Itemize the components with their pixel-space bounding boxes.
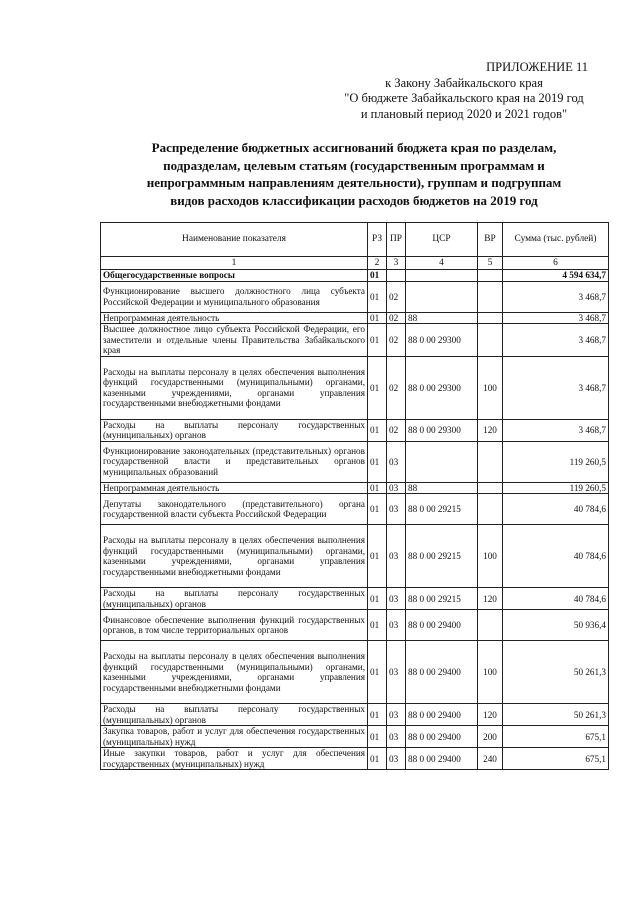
appendix-law-line: к Закону Забайкальского края bbox=[385, 75, 543, 90]
table-row bbox=[101, 281, 609, 312]
row-csr-cell: 88 0 00 29400 bbox=[406, 704, 478, 726]
row-sum-cell: 40 784,6 bbox=[503, 525, 609, 588]
header-row bbox=[101, 223, 609, 257]
row-sum-cell: 119 260,5 bbox=[503, 441, 609, 482]
row-vr-cell: 100 bbox=[478, 525, 503, 588]
row-pr-cell: 03 bbox=[387, 726, 406, 748]
table-row bbox=[101, 356, 609, 419]
row-rz-cell: 01 bbox=[368, 726, 387, 748]
row-csr-cell: 88 0 00 29400 bbox=[406, 726, 478, 748]
row-vr-cell bbox=[478, 312, 503, 324]
column-number: 6 bbox=[503, 257, 609, 270]
row-sum-cell: 3 468,7 bbox=[503, 312, 609, 324]
title-line-4: видов расходов классификации расходов бюджетов на 2019 год bbox=[170, 192, 538, 208]
row-vr-cell bbox=[478, 494, 503, 525]
row-sum-cell: 50 261,3 bbox=[503, 704, 609, 726]
appendix-law-title-line-1: "О бюджете Забайкальского края на 2019 год bbox=[344, 91, 584, 105]
table-row bbox=[101, 270, 609, 282]
row-vr-cell bbox=[478, 281, 503, 312]
row-sum-cell: 675,1 bbox=[503, 748, 609, 770]
row-name-cell: Расходы на выплаты персоналу в целях обеспечения выполнения функций государственными (муниципальными) органами, казенными учреждениями, органами управления государственными внебюджетными фондами bbox=[101, 356, 368, 419]
row-sum-cell: 3 468,7 bbox=[503, 281, 609, 312]
row-name-cell: Непрограммная деятельность bbox=[101, 482, 368, 494]
table-body bbox=[101, 270, 609, 770]
row-vr-cell: 100 bbox=[478, 641, 503, 704]
row-pr-cell: 03 bbox=[387, 641, 406, 704]
header-pr: ПР bbox=[387, 223, 406, 257]
column-number: 2 bbox=[368, 257, 387, 270]
column-number: 4 bbox=[406, 257, 478, 270]
row-csr-cell: 88 bbox=[406, 312, 478, 324]
appendix-law-title-line-2: и плановый период 2020 и 2021 годов" bbox=[360, 106, 568, 121]
row-rz-cell: 01 bbox=[368, 441, 387, 482]
row-pr-cell: 03 bbox=[387, 494, 406, 525]
row-rz-cell: 01 bbox=[368, 312, 387, 324]
row-csr-cell: 88 0 00 29400 bbox=[406, 641, 478, 704]
row-rz-cell: 01 bbox=[368, 324, 387, 357]
row-sum-cell: 50 261,3 bbox=[503, 641, 609, 704]
row-sum-cell: 675,1 bbox=[503, 726, 609, 748]
row-pr-cell: 02 bbox=[387, 281, 406, 312]
table-row bbox=[101, 312, 609, 324]
row-csr-cell bbox=[406, 281, 478, 312]
appendix-number: ПРИЛОЖЕНИЕ 11 bbox=[486, 60, 588, 74]
table-row bbox=[101, 525, 609, 588]
row-pr-cell: 02 bbox=[387, 324, 406, 357]
row-pr-cell: 03 bbox=[387, 482, 406, 494]
column-number-row bbox=[101, 257, 609, 270]
row-rz-cell: 01 bbox=[368, 610, 387, 641]
row-vr-cell: 100 bbox=[478, 356, 503, 419]
row-sum-cell: 3 468,7 bbox=[503, 356, 609, 419]
row-name-cell: Депутаты законодательного (представительного) органа государственной власти субъекта Российской Федерации bbox=[101, 494, 368, 525]
row-pr-cell: 03 bbox=[387, 441, 406, 482]
header-sum: Сумма (тыс. рублей) bbox=[503, 223, 609, 257]
column-number: 3 bbox=[387, 257, 406, 270]
row-rz-cell: 01 bbox=[368, 641, 387, 704]
document-title bbox=[100, 139, 608, 209]
row-rz-cell: 01 bbox=[368, 356, 387, 419]
table-row bbox=[101, 704, 609, 726]
row-pr-cell: 03 bbox=[387, 704, 406, 726]
row-sum-cell: 50 936,4 bbox=[503, 610, 609, 641]
row-name-cell: Закупка товаров, работ и услуг для обеспечения государственных (муниципальных) нужд bbox=[101, 726, 368, 748]
table-row bbox=[101, 441, 609, 482]
header-vr: ВР bbox=[478, 223, 503, 257]
row-vr-cell: 120 bbox=[478, 588, 503, 610]
row-csr-cell: 88 0 00 29215 bbox=[406, 494, 478, 525]
row-csr-cell: 88 0 00 29215 bbox=[406, 588, 478, 610]
row-vr-cell: 120 bbox=[478, 704, 503, 726]
table-row bbox=[101, 482, 609, 494]
table-row bbox=[101, 726, 609, 748]
row-vr-cell bbox=[478, 270, 503, 282]
row-name-cell: Общегосударственные вопросы bbox=[101, 270, 368, 282]
row-csr-cell: 88 0 00 29215 bbox=[406, 525, 478, 588]
row-name-cell: Функционирование законодательных (представительных) органов государственной власти и представительных органов муниципальных образований bbox=[101, 441, 368, 482]
row-rz-cell: 01 bbox=[368, 482, 387, 494]
row-sum-cell: 3 468,7 bbox=[503, 324, 609, 357]
row-pr-cell: 02 bbox=[387, 419, 406, 441]
row-name-cell: Расходы на выплаты персоналу государственных (муниципальных) органов bbox=[101, 419, 368, 441]
row-csr-cell: 88 0 00 29400 bbox=[406, 748, 478, 770]
row-pr-cell bbox=[387, 270, 406, 282]
row-name-cell: Расходы на выплаты персоналу государственных (муниципальных) органов bbox=[101, 588, 368, 610]
row-csr-cell: 88 0 00 29300 bbox=[406, 324, 478, 357]
row-csr-cell bbox=[406, 270, 478, 282]
row-vr-cell bbox=[478, 610, 503, 641]
row-vr-cell: 200 bbox=[478, 726, 503, 748]
row-name-cell: Функционирование высшего должностного лица субъекта Российской Федерации и муниципального образования bbox=[101, 281, 368, 312]
table-row bbox=[101, 494, 609, 525]
title-line-2: подразделам, целевым статьям (государственным программам и bbox=[163, 157, 545, 173]
row-rz-cell: 01 bbox=[368, 704, 387, 726]
table-row bbox=[101, 748, 609, 770]
row-pr-cell: 03 bbox=[387, 610, 406, 641]
budget-table bbox=[100, 222, 609, 770]
table-row bbox=[101, 419, 609, 441]
row-name-cell: Финансовое обеспечение выполнения функций государственных органов, в том числе территориальных органов bbox=[101, 610, 368, 641]
row-name-cell: Высшее должностное лицо субъекта Российской Федерации, его заместители и отдельные члены Правительства Забайкальского края bbox=[101, 324, 368, 357]
header-csr: ЦСР bbox=[406, 223, 478, 257]
row-vr-cell: 120 bbox=[478, 419, 503, 441]
header-name: Наименование показателя bbox=[101, 223, 368, 257]
row-pr-cell: 03 bbox=[387, 525, 406, 588]
row-pr-cell: 03 bbox=[387, 588, 406, 610]
row-csr-cell: 88 0 00 29400 bbox=[406, 610, 478, 641]
header-rz: РЗ bbox=[368, 223, 387, 257]
row-name-cell: Расходы на выплаты персоналу государственных (муниципальных) органов bbox=[101, 704, 368, 726]
row-csr-cell: 88 0 00 29300 bbox=[406, 356, 478, 419]
row-rz-cell: 01 bbox=[368, 281, 387, 312]
title-line-1: Распределение бюджетных ассигнований бюджета края по разделам, bbox=[151, 140, 557, 155]
row-sum-cell: 40 784,6 bbox=[503, 494, 609, 525]
row-sum-cell: 3 468,7 bbox=[503, 419, 609, 441]
column-number: 5 bbox=[478, 257, 503, 270]
row-pr-cell: 03 bbox=[387, 748, 406, 770]
row-sum-cell: 119 260,5 bbox=[503, 482, 609, 494]
table-row bbox=[101, 641, 609, 704]
row-name-cell: Непрограммная деятельность bbox=[101, 312, 368, 324]
row-vr-cell bbox=[478, 441, 503, 482]
row-csr-cell: 88 0 00 29300 bbox=[406, 419, 478, 441]
table-row bbox=[101, 610, 609, 641]
row-vr-cell bbox=[478, 482, 503, 494]
table-row bbox=[101, 324, 609, 357]
row-rz-cell: 01 bbox=[368, 588, 387, 610]
row-pr-cell: 02 bbox=[387, 356, 406, 419]
title-line-3: непрограммным направлениям деятельности), группам и подгруппам bbox=[146, 175, 562, 190]
row-rz-cell: 01 bbox=[368, 270, 387, 282]
row-csr-cell bbox=[406, 441, 478, 482]
column-number: 1 bbox=[101, 257, 368, 270]
row-pr-cell: 02 bbox=[387, 312, 406, 324]
row-sum-cell: 4 594 634,7 bbox=[503, 270, 609, 282]
row-rz-cell: 01 bbox=[368, 525, 387, 588]
table-row bbox=[101, 588, 609, 610]
appendix-header bbox=[330, 60, 598, 122]
row-rz-cell: 01 bbox=[368, 419, 387, 441]
row-name-cell: Иные закупки товаров, работ и услуг для обеспечения государственных (муниципальных) нужд bbox=[101, 748, 368, 770]
row-vr-cell bbox=[478, 324, 503, 357]
row-rz-cell: 01 bbox=[368, 494, 387, 525]
row-name-cell: Расходы на выплаты персоналу в целях обеспечения выполнения функций государственными (муниципальными) органами, казенными учреждениями, органами управления государственными внебюджетными фондами bbox=[101, 641, 368, 704]
row-name-cell: Расходы на выплаты персоналу в целях обеспечения выполнения функций государственными (муниципальными) органами, казенными учреждениями, органами управления государственными внебюджетными фондами bbox=[101, 525, 368, 588]
row-vr-cell: 240 bbox=[478, 748, 503, 770]
row-csr-cell: 88 bbox=[406, 482, 478, 494]
row-rz-cell: 01 bbox=[368, 748, 387, 770]
row-sum-cell: 40 784,6 bbox=[503, 588, 609, 610]
